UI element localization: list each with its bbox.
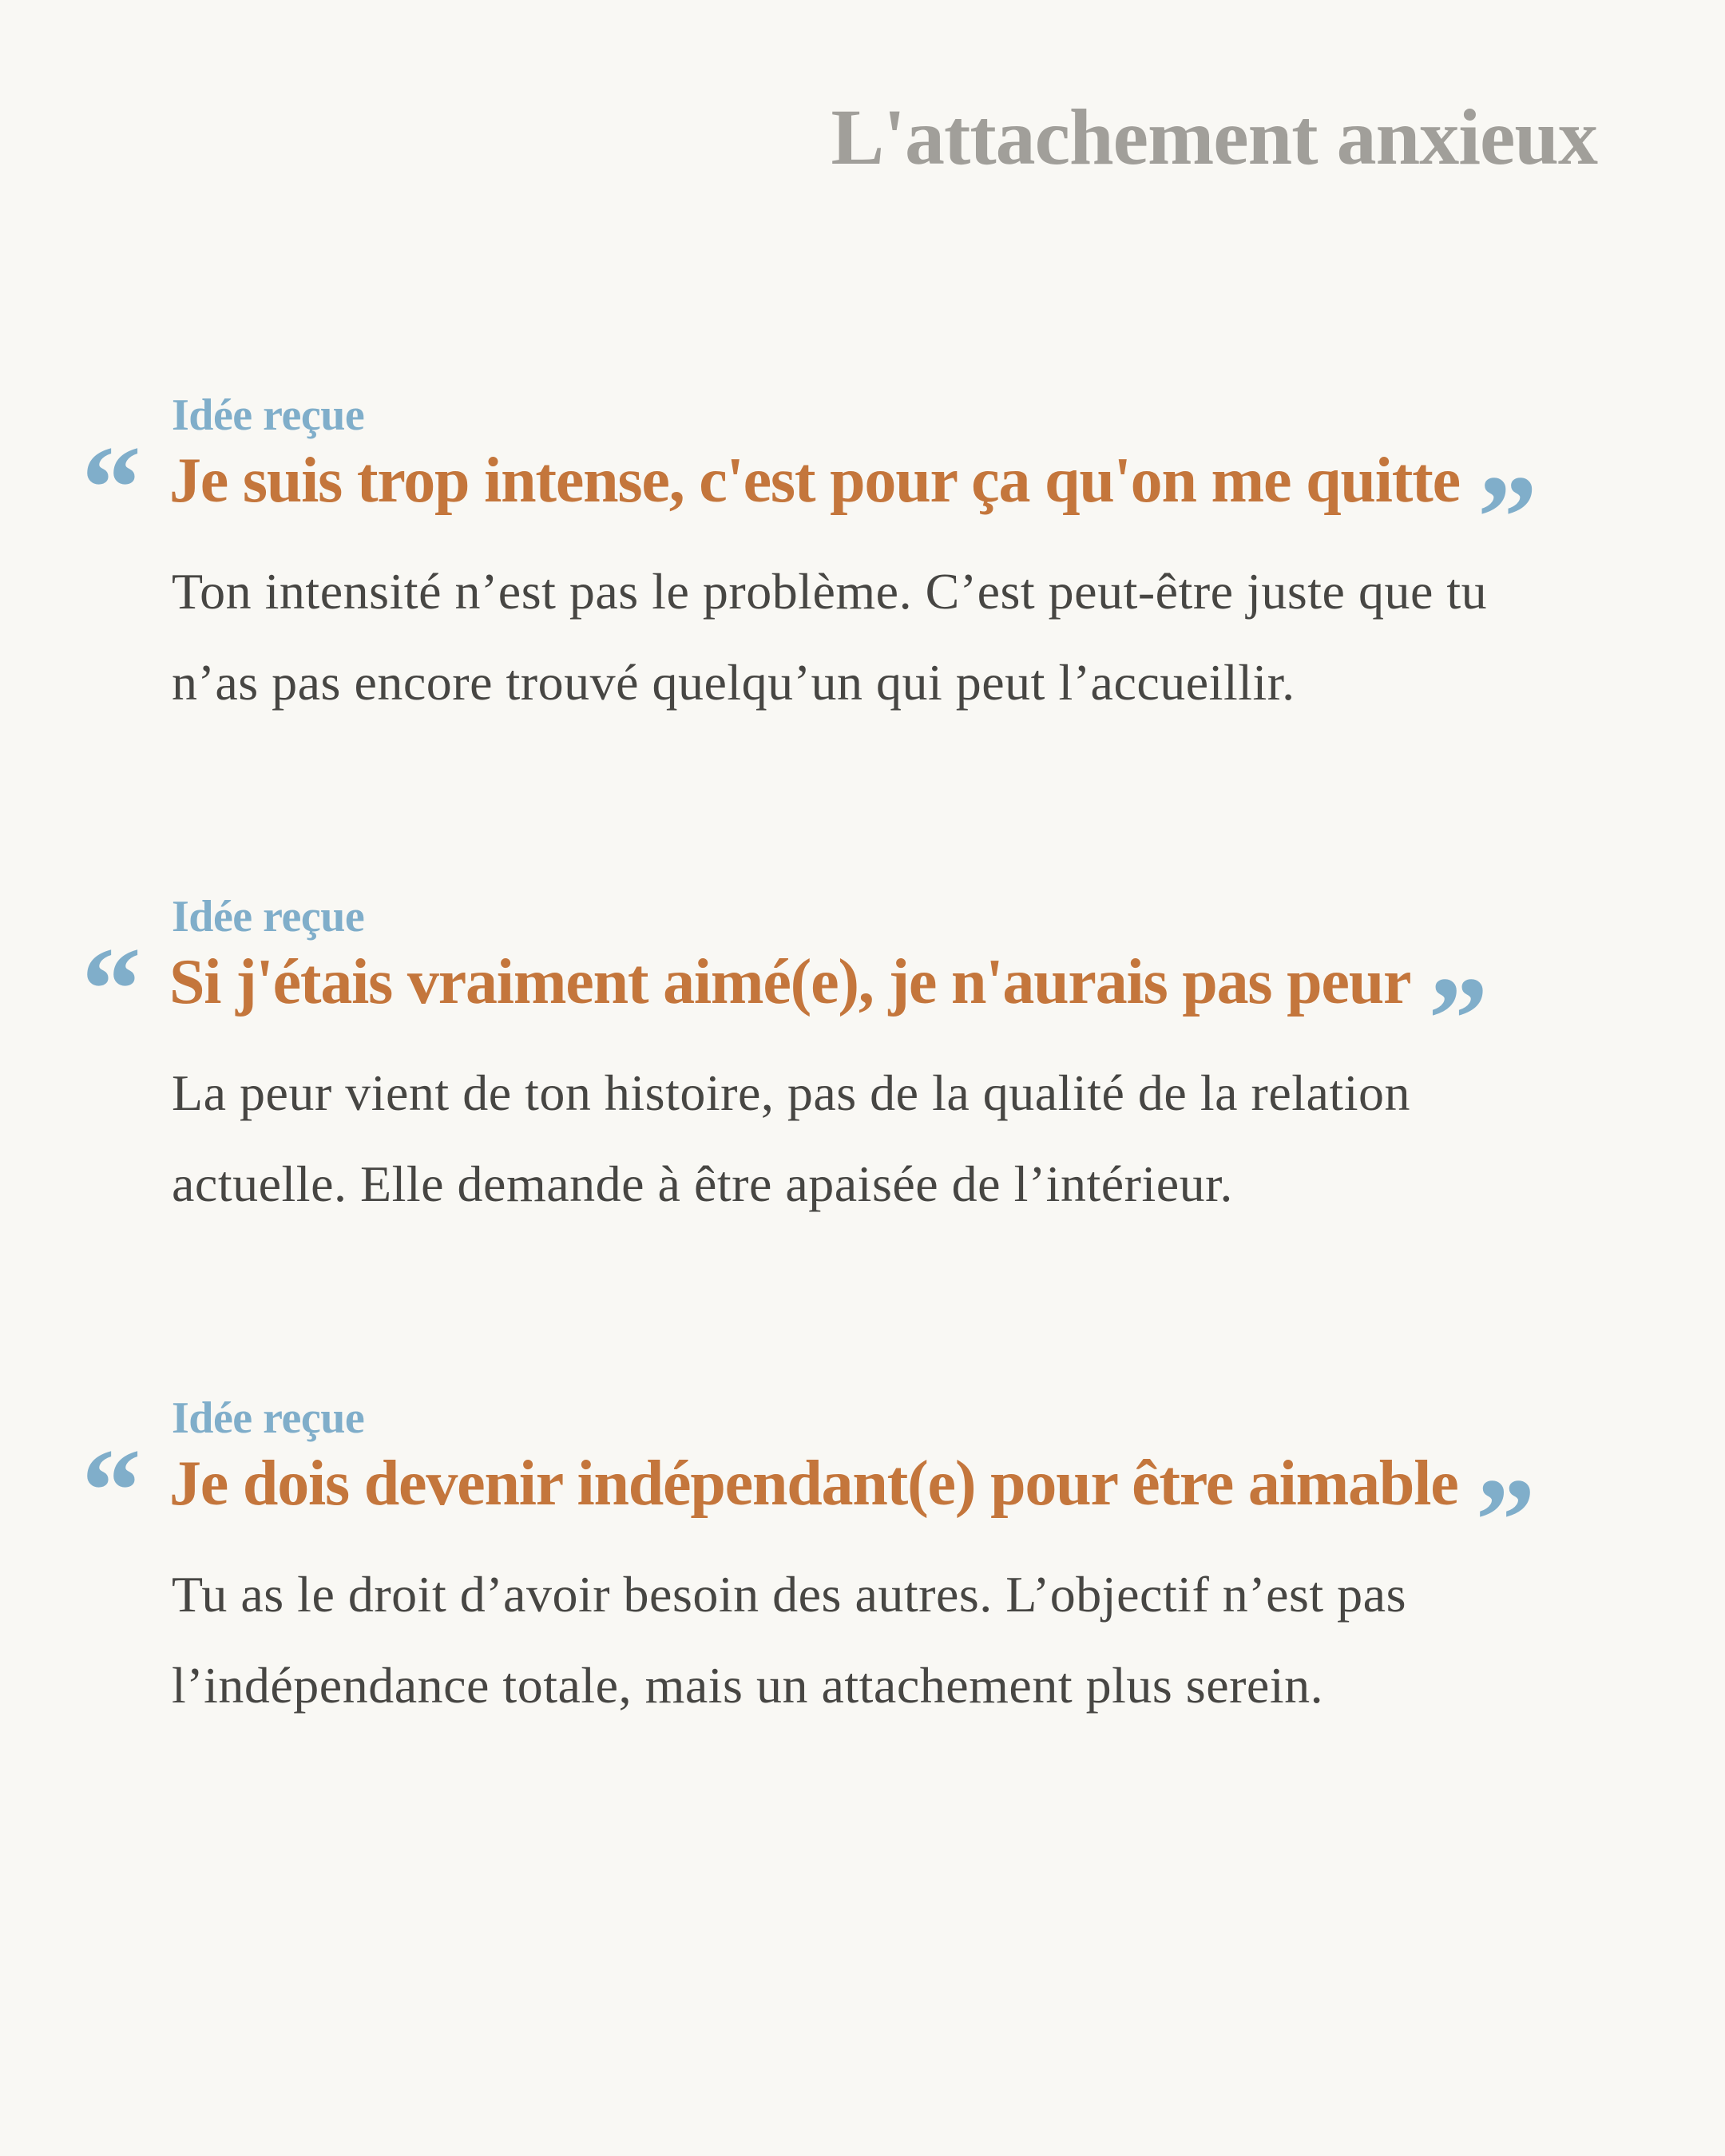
myth-statement-text: Si j'étais vraiment aimé(e), je n'aurais pas peur [169,947,1411,1017]
open-quote-icon: “ [81,1425,137,1557]
myth-response-line: Tu as le droit d’avoir besoin des autres. L’objectif n’est pas [172,1566,1406,1623]
myth-response-line: l’indépendance totale, mais un attachement plus serein. [172,1657,1324,1714]
open-quote-icon: “ [81,422,137,554]
myth-label: Idée reçue [172,390,365,440]
open-quote-icon: “ [81,923,137,1056]
myth-response-line: Ton intensité n’est pas le problème. C’est peut-être juste que tu [172,563,1488,620]
myth-statement-text: Je dois devenir indépendant(e) pour être aimable [169,1449,1458,1519]
myth-statement [169,442,1533,584]
page-title: L'attachement anxieux [831,93,1597,181]
myth-response [172,546,1641,728]
myth-statement [169,944,1484,1085]
myth-statement-text: Je suis trop intense, c'est pour ça qu'on me quitte [169,446,1460,516]
close-quote-icon: ” [1428,953,1484,1085]
close-quote-icon: ” [1477,451,1533,584]
myth-response [172,1048,1641,1230]
myth-response-line: La peur vient de ton histoire, pas de la qualité de la relation [172,1064,1410,1121]
myth-response-line: n’as pas encore trouvé quelqu’un qui peut l’accueillir. [172,654,1295,711]
myth-statement [169,1445,1531,1587]
myth-label: Idée reçue [172,1393,365,1443]
close-quote-icon: ” [1475,1454,1531,1587]
myth-label: Idée reçue [172,892,365,941]
myth-response [172,1549,1641,1731]
myth-response-line: actuelle. Elle demande à être apaisée de l’intérieur. [172,1155,1233,1212]
